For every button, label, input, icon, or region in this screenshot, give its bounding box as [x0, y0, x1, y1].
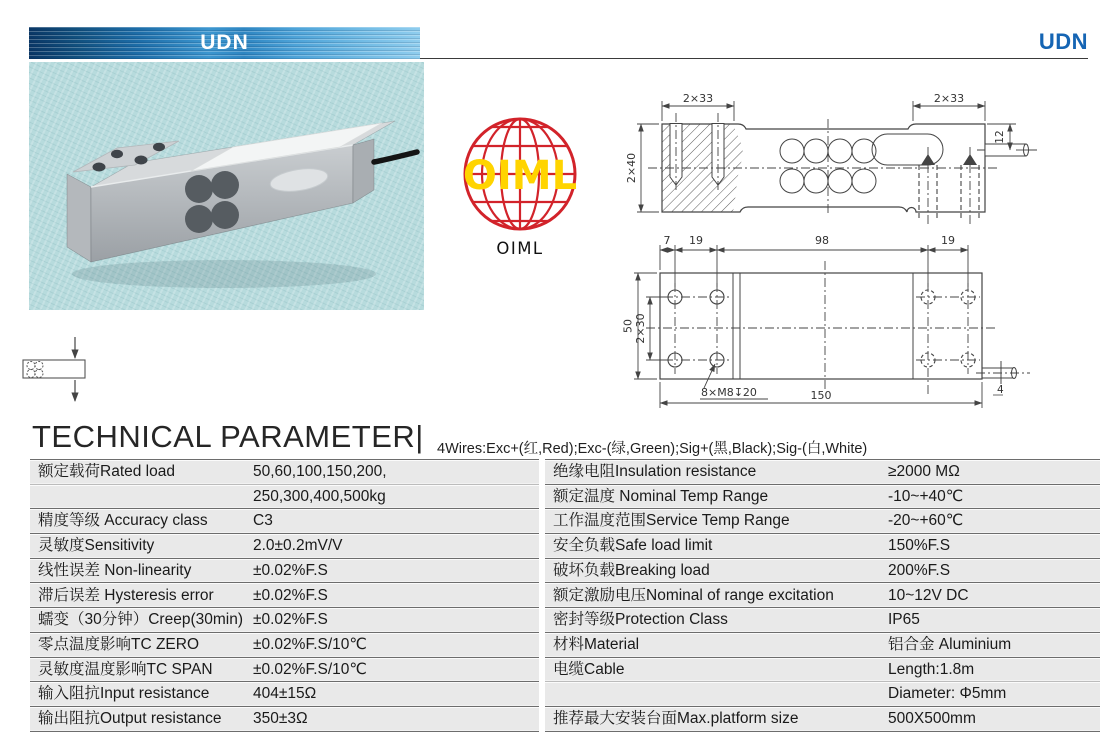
table-row	[545, 558, 1100, 583]
dim-98: 98	[815, 234, 829, 247]
param-label: 密封等级Protection Class	[553, 611, 728, 629]
table-row	[545, 459, 1100, 484]
param-value: ±0.02%F.S	[253, 611, 328, 629]
param-label: 安全负载Safe load limit	[553, 537, 713, 555]
table-row	[545, 582, 1100, 607]
section-title: TECHNICAL PARAMETER|	[32, 419, 424, 454]
dim-12: 12	[994, 130, 1006, 144]
param-value: C3	[253, 512, 273, 530]
dim-4: 4	[997, 384, 1004, 396]
param-value: 2.0±0.2mV/V	[253, 537, 343, 555]
table-row	[545, 484, 1100, 509]
param-value: 10~12V DC	[888, 586, 969, 604]
table-row	[30, 681, 539, 706]
param-value: 250,300,400,500kg	[253, 487, 386, 505]
param-label: 电缆Cable	[553, 660, 625, 678]
table-row	[30, 533, 539, 558]
cable	[374, 152, 417, 162]
param-label: 工作温度范围Service Temp Range	[553, 512, 790, 530]
table-row	[30, 508, 539, 533]
oiml-logo-text: OIML	[462, 153, 578, 199]
dim-2x40: 2×40	[625, 152, 638, 184]
dim-7: 7	[663, 234, 671, 247]
oiml-logo	[455, 112, 585, 262]
param-value: -20~+60℃	[888, 512, 964, 530]
param-value: ±0.02%F.S	[253, 561, 328, 579]
table-row	[545, 533, 1100, 558]
table-row	[30, 706, 539, 731]
table-row	[30, 632, 539, 657]
param-label: 破坏负载Breaking load	[553, 561, 710, 579]
side-view-drawing	[625, 92, 1040, 227]
param-label: 线性误差 Non-linearity	[38, 561, 192, 579]
parameters-table-right	[545, 459, 1100, 732]
param-label: 额定载荷Rated load	[38, 463, 175, 481]
thread-callout: 8×M8↧20	[701, 386, 757, 399]
param-value: 铝合金 Aluminium	[888, 635, 1012, 653]
param-label: 滞后误差 Hysteresis error	[38, 586, 214, 604]
dim-2x33-left: 2×33	[682, 92, 714, 105]
param-label: 绝缘电阻Insulation resistance	[553, 463, 757, 481]
table-row	[30, 558, 539, 583]
param-label: 蠕变（30分钟）Creep(30min)	[38, 611, 243, 629]
table-row	[30, 582, 539, 607]
param-value: IP65	[888, 611, 920, 629]
param-value: ≥2000 MΩ	[888, 463, 960, 481]
oiml-caption: OIML	[496, 239, 544, 258]
table-row	[30, 459, 539, 484]
param-value: Diameter: Φ5mm	[888, 685, 1007, 703]
table-row	[30, 484, 539, 509]
param-label: 额定温度 Nominal Temp Range	[553, 487, 769, 505]
model-title-right: UDN	[1038, 29, 1088, 54]
param-value: ±0.02%F.S	[253, 586, 328, 604]
table-row	[545, 508, 1100, 533]
parameters-table-left	[30, 459, 539, 732]
param-label: 推荐最大安装台面Max.platform size	[553, 709, 799, 727]
param-value: ±0.02%F.S/10℃	[253, 660, 367, 678]
table-row	[545, 607, 1100, 632]
param-label: 精度等级 Accuracy class	[38, 512, 208, 530]
table-row	[545, 706, 1100, 731]
model-title-left: UDN	[200, 31, 249, 54]
param-value: 50,60,100,150,200,	[253, 463, 387, 481]
dimension-drawings	[620, 85, 1110, 430]
param-label: 输出阻抗Output resistance	[38, 709, 222, 727]
dim-2x33-right: 2×33	[933, 92, 965, 105]
dim-50: 50	[621, 319, 635, 333]
param-value: ±0.02%F.S/10℃	[253, 635, 367, 653]
param-value: 500X500mm	[888, 709, 976, 727]
table-row	[545, 681, 1100, 706]
param-value: -10~+40℃	[888, 487, 964, 505]
load-direction-diagram	[8, 333, 113, 405]
param-label: 灵敏度Sensitivity	[38, 537, 155, 555]
param-label: 零点温度影响TC ZERO	[38, 635, 200, 653]
param-value: 350±3Ω	[253, 709, 308, 727]
dim-2x30: 2×30	[634, 313, 647, 344]
dim-19-left: 19	[689, 234, 703, 247]
dim-150: 150	[810, 389, 832, 402]
table-row	[545, 632, 1100, 657]
table-row	[30, 607, 539, 632]
table-row	[30, 657, 539, 682]
dim-19-right: 19	[941, 234, 955, 247]
header-divider	[420, 58, 1088, 59]
param-value: 150%F.S	[888, 537, 951, 555]
wiring-note: 4Wires:Exc+(红,Red);Exc-(绿,Green);Sig+(黑,Black);Sig-(白,White)	[437, 441, 868, 457]
param-label: 材料Material	[553, 635, 640, 653]
param-value: 404±15Ω	[253, 685, 317, 703]
product-photo	[29, 62, 424, 310]
param-label: 额定激励电压Nominal of range excitation	[553, 586, 834, 604]
param-value: Length:1.8m	[888, 660, 975, 678]
table-row	[545, 657, 1100, 682]
top-view-drawing	[622, 234, 1031, 408]
load-cell-image	[29, 62, 424, 310]
param-label: 输入阻抗Input resistance	[38, 685, 210, 703]
model-header-bar	[29, 27, 420, 59]
param-value: 200%F.S	[888, 561, 951, 579]
param-label: 灵敏度温度影响TC SPAN	[38, 660, 213, 678]
